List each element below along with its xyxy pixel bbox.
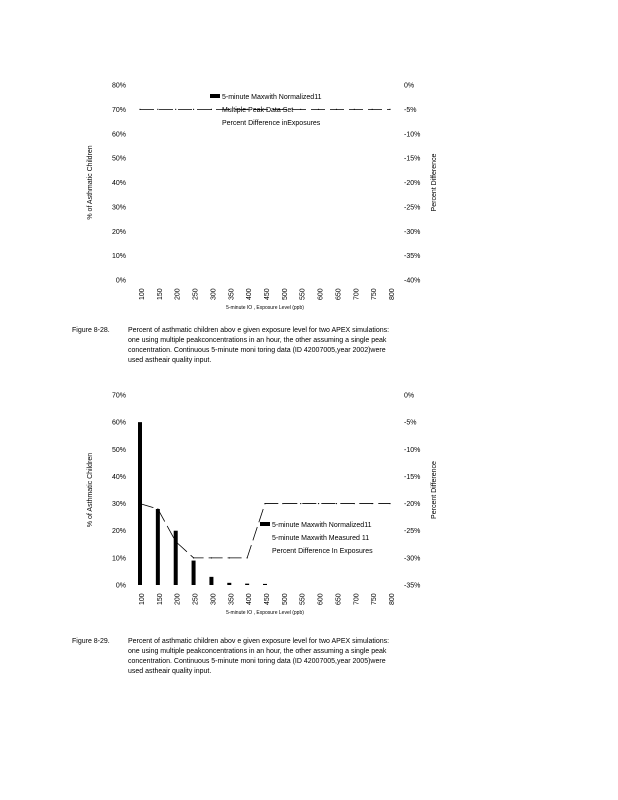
legend-label: Percent Difference In Exposures xyxy=(272,548,373,555)
x-tick-label: 200 xyxy=(174,288,182,300)
x-tick-label: 400 xyxy=(246,593,254,605)
x-tick-label: 650 xyxy=(335,593,343,605)
y2-tick-label: -15% xyxy=(404,473,421,481)
x-tick-label: 650 xyxy=(335,288,343,300)
y-tick-label: 70% xyxy=(111,392,126,400)
y-tick-label: 40% xyxy=(111,473,126,481)
line-point xyxy=(282,503,283,504)
x-tick-label: 700 xyxy=(353,288,361,300)
line-point xyxy=(300,503,301,504)
x-axis-label: 5-minute IO , Exposure Level (ppb) xyxy=(226,610,304,616)
y2-tick-label: -25% xyxy=(404,204,421,212)
y-tick-label: 20% xyxy=(111,528,126,536)
y-tick-label: 50% xyxy=(111,446,126,454)
y-tick-label: 80% xyxy=(111,82,126,90)
x-tick-label: 450 xyxy=(264,288,271,300)
caption-figure-8-28 xyxy=(72,326,520,366)
y-tick-label: 60% xyxy=(111,131,126,139)
caption-text: one using multiple peakconcentrations in an hour, the other assuming a single peak xyxy=(128,337,387,344)
x-tick-label: 800 xyxy=(389,593,396,605)
y2-tick-label: -30% xyxy=(404,228,421,236)
y-tick-label: 10% xyxy=(111,555,126,563)
y-tick-label: 0% xyxy=(115,277,126,285)
legend-label: Multiple Peak Data Set xyxy=(222,107,294,114)
y2-tick-label: -20% xyxy=(404,180,421,187)
x-tick-label: 300 xyxy=(210,593,218,605)
bar xyxy=(192,561,196,585)
y-tick-label: 70% xyxy=(111,106,126,114)
x-axis-label: 5-minute IO , Exposure Level (ppb) xyxy=(226,305,304,311)
bar xyxy=(156,509,160,585)
bar xyxy=(245,584,249,585)
y-tick-label: 20% xyxy=(111,228,126,236)
legend-label: 5-minute Maxwith Normalized11 xyxy=(222,94,322,101)
y2-tick-label: -35% xyxy=(404,253,421,261)
caption-text: used astheair quality input. xyxy=(128,668,212,675)
bar xyxy=(174,531,178,585)
bar xyxy=(227,583,231,585)
x-tick-label: 600 xyxy=(317,593,325,605)
legend-label: Percent Difference inExposures xyxy=(222,120,321,127)
legend-swatch xyxy=(260,522,270,526)
x-tick-label: 200 xyxy=(174,593,182,605)
x-tick-label: 500 xyxy=(281,288,289,300)
line-point xyxy=(264,503,265,504)
x-tick-label: 700 xyxy=(353,593,361,605)
line-point xyxy=(247,557,248,558)
y2-tick-label: -10% xyxy=(404,446,421,454)
y-tick-label: 50% xyxy=(111,155,126,163)
x-tick-label: 100 xyxy=(139,288,146,300)
caption-figure-8-29 xyxy=(72,637,520,677)
line-point xyxy=(372,503,373,504)
line-point xyxy=(139,503,140,504)
y-tick-label: 0% xyxy=(115,582,126,590)
caption-text: Percent of asthmatic children abov e given exposure level for two APEX simulations: xyxy=(128,638,390,645)
y2-tick-label: -30% xyxy=(404,555,421,563)
y2-tick-label: -5% xyxy=(404,419,417,427)
x-tick-label: 150 xyxy=(156,593,164,605)
caption-label: Figure 8-28. xyxy=(72,327,110,334)
bar xyxy=(209,577,213,585)
caption-text: Percent of asthmatic children abov e given exposure level for two APEX simulations: xyxy=(128,327,390,334)
x-tick-label: 800 xyxy=(389,288,396,300)
x-tick-label: 300 xyxy=(210,288,218,300)
bar xyxy=(263,584,267,585)
line-point xyxy=(336,503,337,504)
x-tick-label: 600 xyxy=(317,288,325,300)
y-axis-label: % of Asthmatic Children xyxy=(87,145,94,220)
x-tick-label: 400 xyxy=(246,288,254,300)
y2-tick-label: 0% xyxy=(404,82,415,90)
line-point xyxy=(229,557,230,558)
y2-tick-label: -10% xyxy=(404,131,421,139)
y2-tick-label: 0% xyxy=(404,392,415,400)
caption-text: concentration. Continuous 5-minute moni toring data (ID 42007005,year 2005)were xyxy=(128,658,386,665)
y-tick-label: 30% xyxy=(111,501,126,509)
y2-tick-label: -40% xyxy=(404,277,421,285)
y-tick-label: 10% xyxy=(111,253,126,261)
x-tick-label: 350 xyxy=(228,288,236,300)
y-axis-label: % of Asthmatic Children xyxy=(87,452,94,528)
x-tick-label: 350 xyxy=(228,593,236,605)
x-tick-label: 250 xyxy=(192,593,200,605)
x-tick-label: 750 xyxy=(371,288,379,300)
y2-tick-label: -20% xyxy=(404,501,421,509)
caption-label: Figure 8-29. xyxy=(72,638,110,645)
line-point xyxy=(354,503,355,504)
line-point xyxy=(157,508,158,509)
y-tick-label: 30% xyxy=(111,204,126,212)
x-tick-label: 500 xyxy=(281,593,289,605)
x-tick-label: 450 xyxy=(264,593,271,605)
legend-label: 5-minute Maxwith Measured 11 xyxy=(272,535,370,542)
caption-text: concentration. Continuous 5-minute moni toring data (ID 42007005,year 2002)were xyxy=(128,347,386,354)
x-tick-label: 250 xyxy=(192,288,200,300)
y2-axis-label: Percent Difference xyxy=(431,153,438,212)
x-tick-label: 550 xyxy=(299,288,307,300)
caption-text: used astheair quality input. xyxy=(128,357,212,364)
line-point xyxy=(389,503,390,504)
legend-label: 5-minute Maxwith Normalized11 xyxy=(272,522,372,529)
y2-tick-label: -25% xyxy=(404,528,421,536)
x-tick-label: 550 xyxy=(299,593,307,605)
y2-tick-label: -35% xyxy=(404,582,421,590)
line-point xyxy=(175,541,176,542)
y-tick-label: 60% xyxy=(111,419,126,427)
x-tick-label: 100 xyxy=(139,593,146,605)
y2-tick-label: -15% xyxy=(404,155,421,163)
x-tick-label: 750 xyxy=(371,593,379,605)
line-point xyxy=(193,557,194,558)
y2-tick-label: -5% xyxy=(404,106,417,114)
caption-text: one using multiple peakconcentrations in an hour, the other assuming a single peak xyxy=(128,648,387,655)
y2-axis-label: Percent Difference xyxy=(431,461,438,519)
y-tick-label: 40% xyxy=(111,180,126,187)
line-point xyxy=(211,557,212,558)
line-point xyxy=(318,503,319,504)
x-tick-label: 150 xyxy=(156,288,164,300)
